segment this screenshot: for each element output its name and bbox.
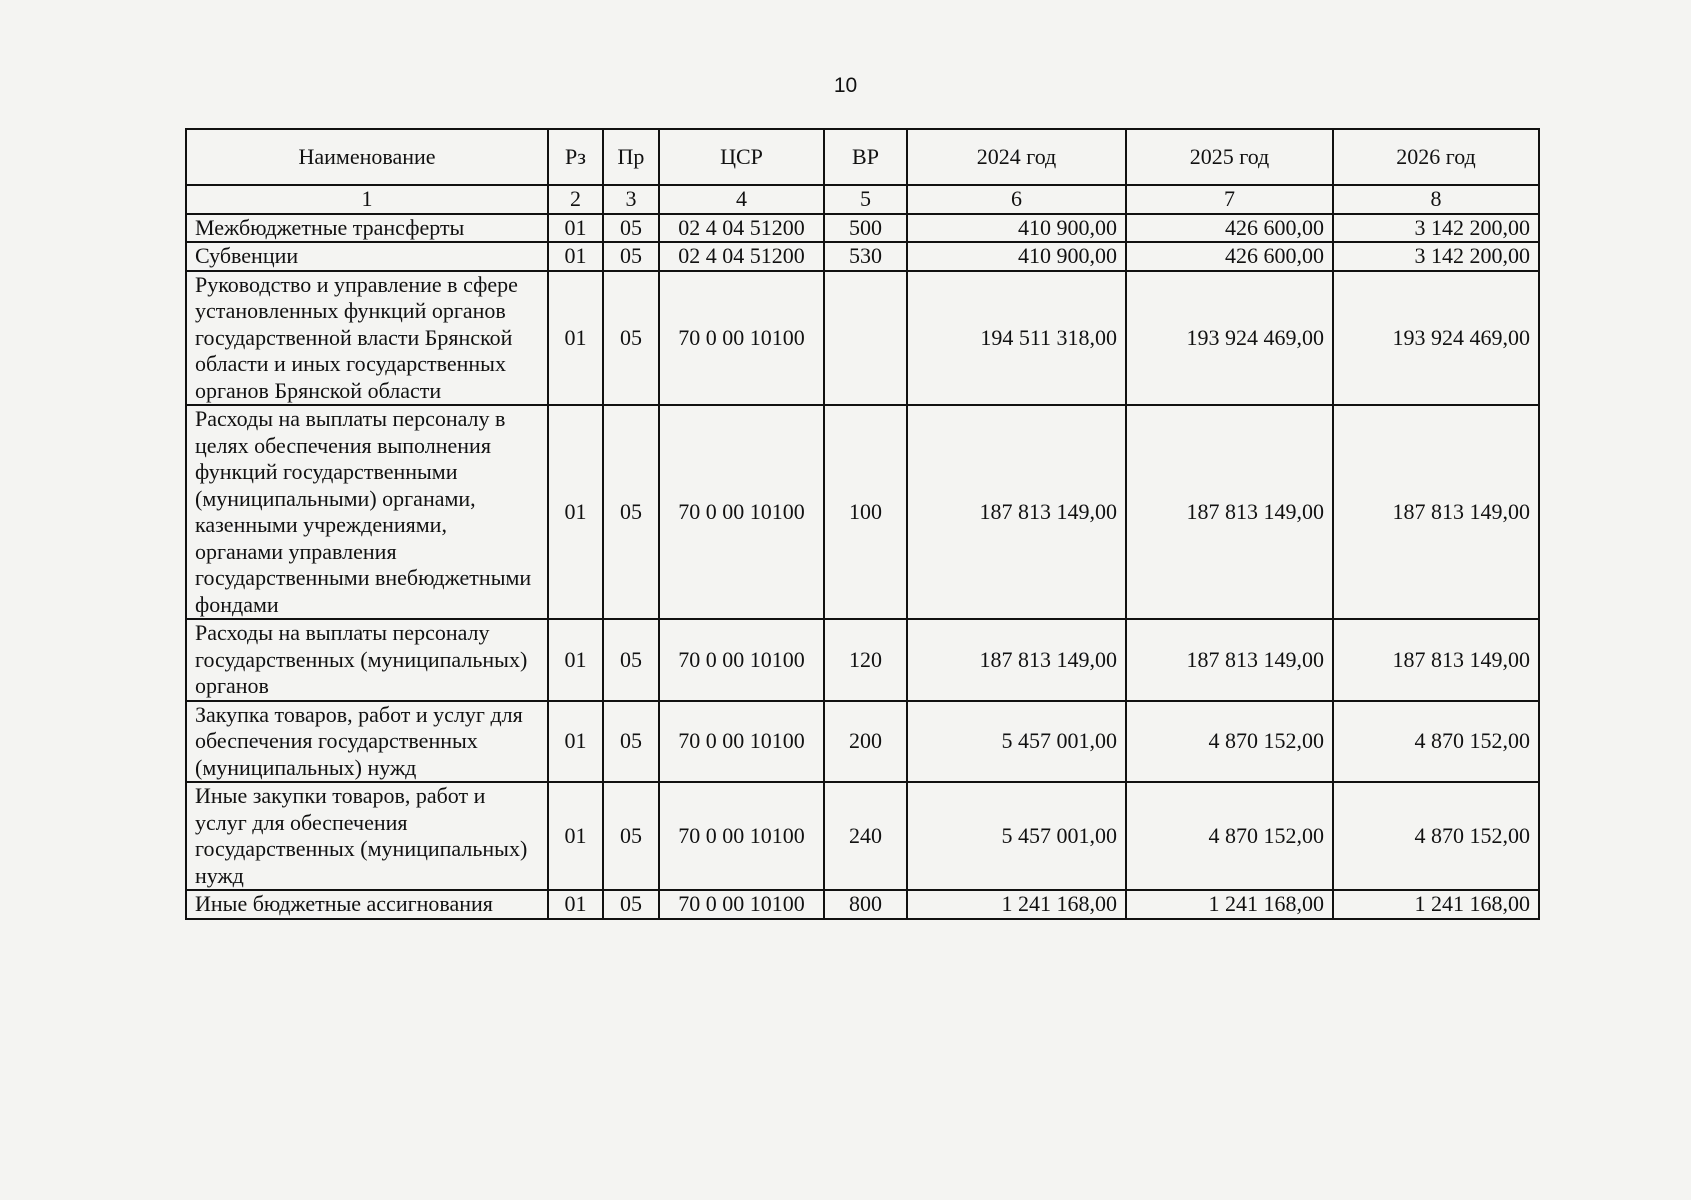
- row-rz: 01: [548, 242, 603, 271]
- row-amount-2025: 187 813 149,00: [1126, 405, 1333, 619]
- table-row: [186, 405, 1539, 619]
- row-name: Руководство и управление в сфере установленных функций органов государственной власти Брянской области и иных государственных органов Брянской области: [186, 271, 548, 406]
- header-name: Наименование: [186, 129, 548, 185]
- row-name: Расходы на выплаты персоналу государственных (муниципальных) органов: [186, 619, 548, 701]
- header-2026: 2026 год: [1333, 129, 1539, 185]
- column-number: 6: [907, 185, 1126, 214]
- row-amount-2024: 5 457 001,00: [907, 782, 1126, 890]
- row-amount-2025: 426 600,00: [1126, 214, 1333, 243]
- table-header-row: [186, 129, 1539, 185]
- budget-table: [185, 128, 1540, 920]
- row-vr: 500: [824, 214, 907, 243]
- column-number: 8: [1333, 185, 1539, 214]
- row-rz: 01: [548, 782, 603, 890]
- row-amount-2025: 4 870 152,00: [1126, 701, 1333, 783]
- row-amount-2025: 1 241 168,00: [1126, 890, 1333, 919]
- header-2024: 2024 год: [907, 129, 1126, 185]
- row-vr: 200: [824, 701, 907, 783]
- page-number: 10: [833, 74, 858, 97]
- row-rz: 01: [548, 405, 603, 619]
- table-row: [186, 242, 1539, 271]
- row-pr: 05: [603, 782, 659, 890]
- row-pr: 05: [603, 405, 659, 619]
- row-rz: 01: [548, 890, 603, 919]
- row-amount-2026: 3 142 200,00: [1333, 214, 1539, 243]
- row-rz: 01: [548, 619, 603, 701]
- column-number: 7: [1126, 185, 1333, 214]
- row-pr: 05: [603, 242, 659, 271]
- table-row: [186, 890, 1539, 919]
- column-number: 1: [186, 185, 548, 214]
- row-vr: 100: [824, 405, 907, 619]
- row-vr: 120: [824, 619, 907, 701]
- header-2025: 2025 год: [1126, 129, 1333, 185]
- column-number: 2: [548, 185, 603, 214]
- row-csr: 70 0 00 10100: [659, 271, 824, 406]
- table-row: [186, 271, 1539, 406]
- header-vr: ВР: [824, 129, 907, 185]
- row-amount-2024: 194 511 318,00: [907, 271, 1126, 406]
- row-amount-2025: 193 924 469,00: [1126, 271, 1333, 406]
- row-amount-2024: 5 457 001,00: [907, 701, 1126, 783]
- header-rz: Рз: [548, 129, 603, 185]
- row-name: Закупка товаров, работ и услуг для обеспечения государственных (муниципальных) нужд: [186, 701, 548, 783]
- table-row: [186, 782, 1539, 890]
- row-name: Субвенции: [186, 242, 548, 271]
- row-amount-2025: 426 600,00: [1126, 242, 1333, 271]
- row-amount-2026: 4 870 152,00: [1333, 782, 1539, 890]
- row-rz: 01: [548, 701, 603, 783]
- row-name: Межбюджетные трансферты: [186, 214, 548, 243]
- row-name: Иные закупки товаров, работ и услуг для обеспечения государственных (муниципальных) нужд: [186, 782, 548, 890]
- row-pr: 05: [603, 619, 659, 701]
- row-amount-2024: 187 813 149,00: [907, 619, 1126, 701]
- row-amount-2024: 410 900,00: [907, 214, 1126, 243]
- table-row: [186, 214, 1539, 243]
- row-amount-2024: 187 813 149,00: [907, 405, 1126, 619]
- row-pr: 05: [603, 890, 659, 919]
- row-csr: 70 0 00 10100: [659, 619, 824, 701]
- row-vr: 800: [824, 890, 907, 919]
- row-amount-2025: 4 870 152,00: [1126, 782, 1333, 890]
- row-csr: 70 0 00 10100: [659, 890, 824, 919]
- row-vr: 240: [824, 782, 907, 890]
- row-amount-2026: 3 142 200,00: [1333, 242, 1539, 271]
- column-number-row: [186, 185, 1539, 214]
- row-name: Иные бюджетные ассигнования: [186, 890, 548, 919]
- row-amount-2026: 187 813 149,00: [1333, 405, 1539, 619]
- row-name: Расходы на выплаты персоналу в целях обеспечения выполнения функций государственными (муниципальными) органами, казенными учреждениями, органами управления государственными внебюджетными фондами: [186, 405, 548, 619]
- column-number: 3: [603, 185, 659, 214]
- row-pr: 05: [603, 271, 659, 406]
- row-amount-2026: 4 870 152,00: [1333, 701, 1539, 783]
- row-pr: 05: [603, 701, 659, 783]
- row-amount-2025: 187 813 149,00: [1126, 619, 1333, 701]
- column-number: 4: [659, 185, 824, 214]
- row-amount-2026: 1 241 168,00: [1333, 890, 1539, 919]
- row-rz: 01: [548, 214, 603, 243]
- header-csr: ЦСР: [659, 129, 824, 185]
- row-amount-2024: 1 241 168,00: [907, 890, 1126, 919]
- row-csr: 02 4 04 51200: [659, 214, 824, 243]
- row-amount-2026: 187 813 149,00: [1333, 619, 1539, 701]
- table-row: [186, 619, 1539, 701]
- row-amount-2026: 193 924 469,00: [1333, 271, 1539, 406]
- row-vr: 530: [824, 242, 907, 271]
- row-vr: [824, 271, 907, 406]
- column-number: 5: [824, 185, 907, 214]
- row-csr: 70 0 00 10100: [659, 782, 824, 890]
- row-csr: 70 0 00 10100: [659, 701, 824, 783]
- table-row: [186, 701, 1539, 783]
- header-pr: Пр: [603, 129, 659, 185]
- row-pr: 05: [603, 214, 659, 243]
- row-csr: 70 0 00 10100: [659, 405, 824, 619]
- row-amount-2024: 410 900,00: [907, 242, 1126, 271]
- row-csr: 02 4 04 51200: [659, 242, 824, 271]
- row-rz: 01: [548, 271, 603, 406]
